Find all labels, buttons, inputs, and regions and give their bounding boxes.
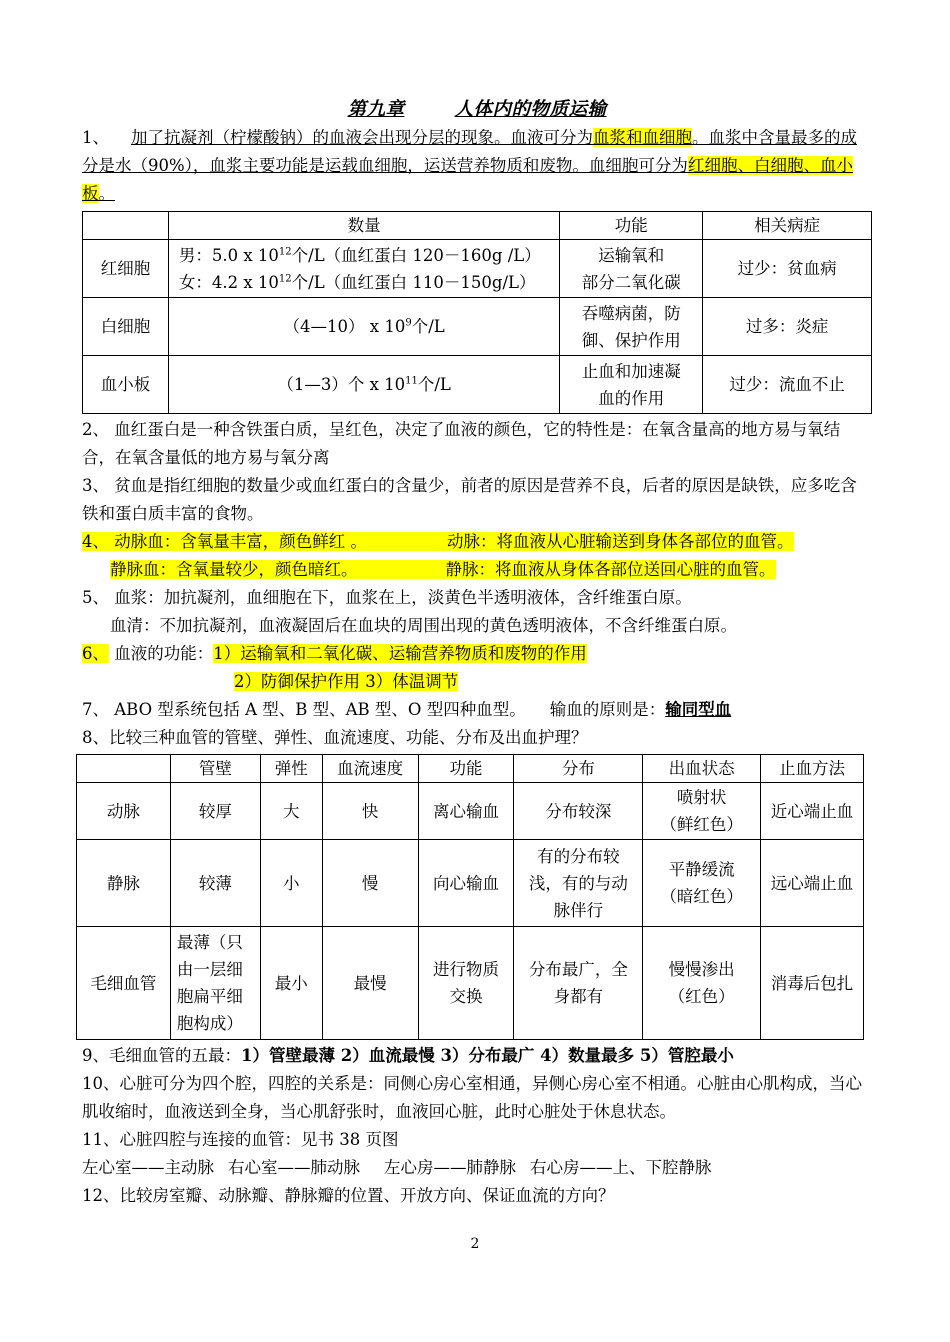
blood-vessel-table — [76, 754, 864, 1040]
paragraph-6a: 6、 血液的功能：1）运输氧和二氧化碳、运输营养物质和废物的作用 — [82, 644, 587, 663]
chapter-number: 第九章 — [347, 99, 405, 120]
paragraph-8: 8、比较三种血管的管壁、弹性、血流速度、功能、分布及出血护理？ — [82, 728, 588, 747]
paragraph-3: 3、 贫血是指红细胞的数量少或血红蛋白的含量少，前者的原因是营养不良，后者的原因是缺铁，应多吃含铁和蛋白质丰富的食物。 — [82, 476, 857, 523]
table-row: 红细胞 男：5.0 x $10^{12}$个/L（血红蛋白 120－160g /L） 女：4.2 x $10^{12}$个/L（血红蛋白 110－150g/L） 运输氧和 部分二氧化碳 过少：贫血病 — [83, 240, 872, 298]
table-header-row: 管壁 弹性 血流速度 功能 分布 出血状态 止血方法 — [77, 755, 864, 783]
table-row: 血小板 （1—3）个 x $10^{11}$个/L 止血和加速凝 血的作用 过少：流血不止 — [83, 356, 872, 414]
table-header-row: 数量 功能 相关病症 — [83, 212, 872, 240]
document-page — [82, 96, 872, 1210]
table-row: 静脉 较薄 小 慢 向心输血 有的分布较 浅，有的与动 脉伴行 平静缓流 （暗红色） 远心端止血 — [77, 840, 864, 927]
paragraph-6b: 2）防御保护作用 3）体温调节 — [234, 672, 459, 691]
page-number: 2 — [470, 1236, 480, 1252]
paragraph-9: 9、毛细血管的五最：1）管壁最薄 2）血流最慢 3）分布最广 4）数量最多 5）管腔最小 — [82, 1046, 734, 1065]
table-row: 毛细血管 最薄（只 由一层细 胞扁平细 胞构成） 最小 最慢 进行物质 交换 分布最广，全 身都有 慢慢渗出 （红色） 消毒后包扎 — [77, 927, 864, 1040]
paragraph-7: 7、 ABO 型系统包括 A 型、B 型、AB 型、O 型四种血型。 输血的原则是：输同型血 — [82, 700, 732, 719]
paragraph-4b: 静脉血：含氧量较少，颜色暗红。 静脉：将血液从身体各部位送回心脏的血管。 — [110, 560, 776, 579]
paragraph-2: 2、 血红蛋白是一种含铁蛋白质，呈红色，决定了血液的颜色，它的特性是：在氧含量高的地方易与氧结合，在氧含量低的地方易与氧分离 — [82, 420, 841, 467]
chapter-name: 人体内的物质运输 — [454, 99, 607, 120]
paragraph-1: 1、 加了抗凝剂（柠檬酸钠）的血液会出现分层的现象。血液可分为血浆和血细胞。血浆中含量最多的成分是水（90%），血浆主要功能是运载血细胞，运送营养物质和废物。血细胞可分为红细胞、白细胞、血小板。 — [82, 128, 857, 203]
table-row: 动脉 较厚 大 快 离心输血 分布较深 喷射状 （鲜红色） 近心端止血 — [77, 783, 864, 840]
paragraph-4a: 4、 动脉血：含氧量丰富，颜色鲜红 。 动脉：将血液从心脏输送到身体各部位的血管。 — [82, 532, 794, 551]
paragraph-5b: 血清：不加抗凝剂，血液凝固后在血块的周围出现的黄色透明液体，不含纤维蛋白原。 — [110, 616, 737, 635]
blood-cell-table — [82, 211, 872, 414]
table-row: 白细胞 （4—10） x $10^9$个/L 吞噬病菌，防 御、保护作用 过多：炎症 — [83, 298, 872, 356]
paragraph-11: 11、心脏四腔与连接的血管：见书 38 页图 — [82, 1130, 399, 1149]
paragraph-11b: 左心室——主动脉 右心室——肺动脉 左心房——肺静脉 右心房——上、下腔静脉 — [82, 1158, 712, 1177]
paragraph-5a: 5、 血浆：加抗凝剂，血细胞在下，血浆在上，淡黄色半透明液体，含纤维蛋白原。 — [82, 588, 692, 607]
paragraph-12: 12、比较房室瓣、动脉瓣、静脉瓣的位置、开放方向、保证血流的方向？ — [82, 1186, 615, 1205]
paragraph-10: 10、心脏可分为四个腔，四腔的关系是：同侧心房心室相通，异侧心房心室不相通。心脏由心肌构成，当心肌收缩时，血液送到全身，当心肌舒张时，血液回心脏，此时心脏处于休息状态。 — [82, 1074, 862, 1121]
chapter-title — [82, 96, 872, 124]
